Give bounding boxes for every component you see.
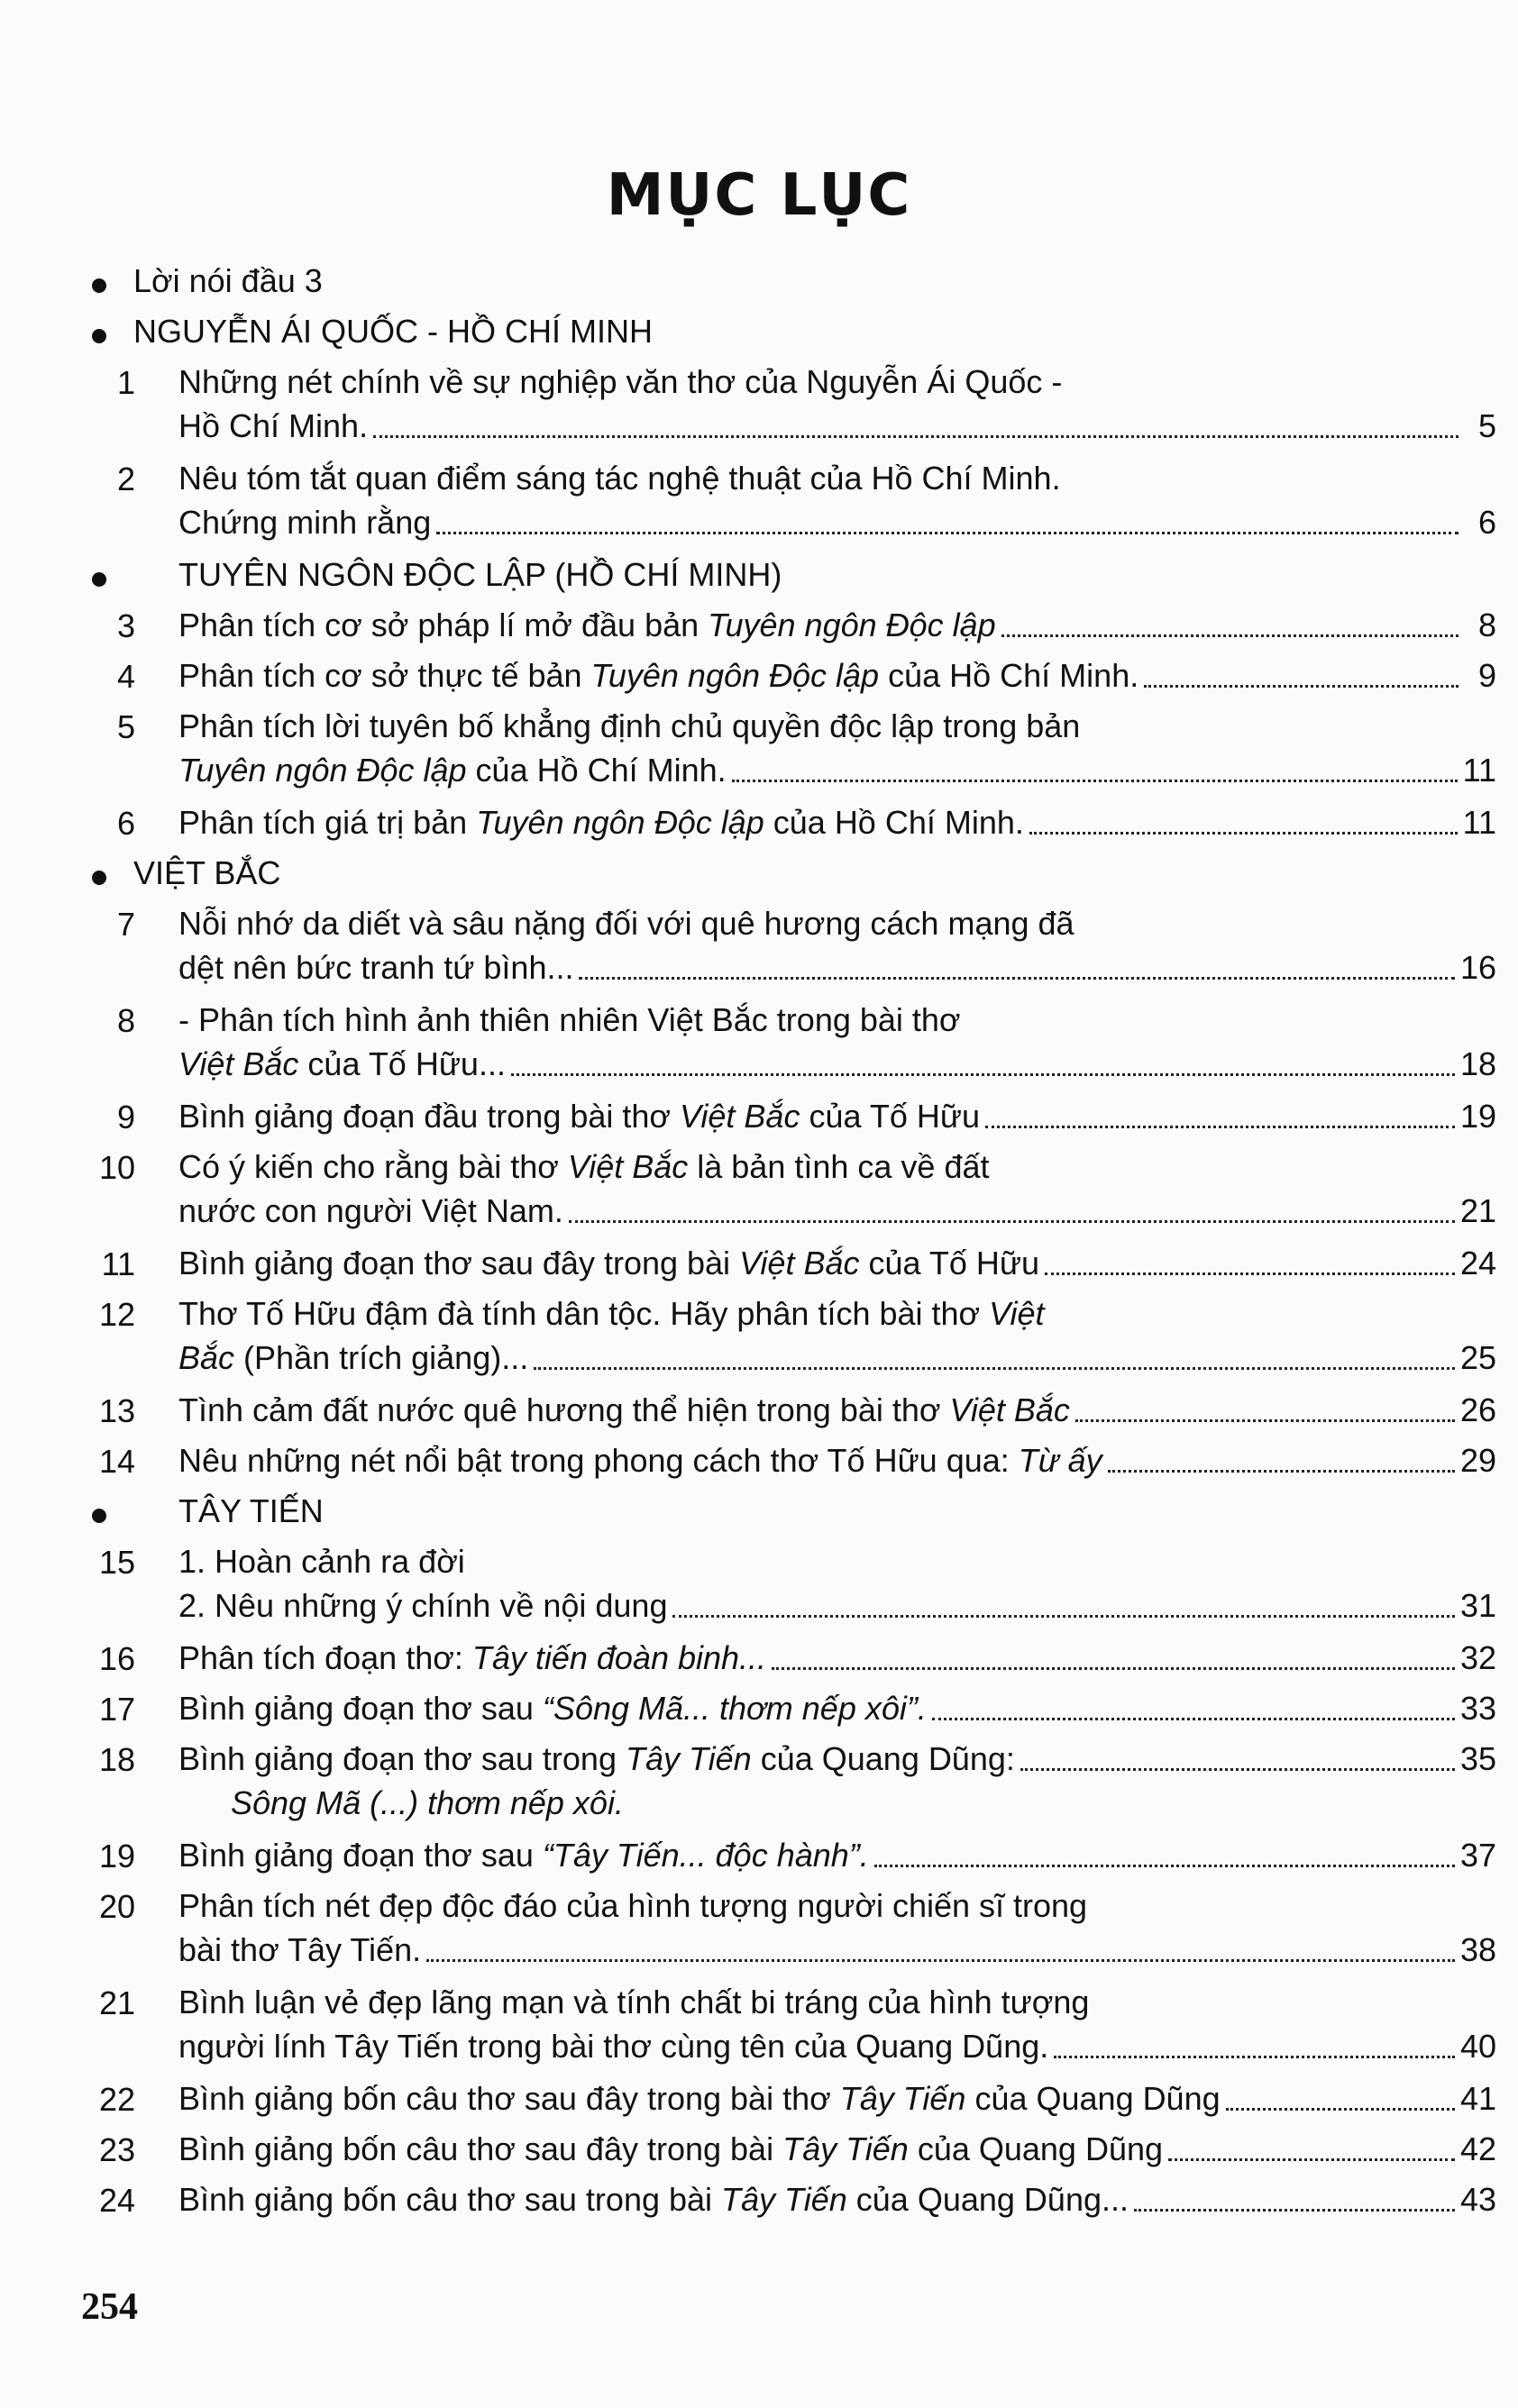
section-title: [133, 311, 1496, 352]
dot-leader: [672, 1615, 1454, 1618]
dot-leader: [373, 435, 1459, 438]
entry-text: Nỗi nhớ da diết và sâu nặng đối với quê hương cách mạng đã: [178, 905, 1074, 942]
dot-leader: [772, 1667, 1455, 1670]
page-ref: 9: [1477, 657, 1496, 694]
dot-leader: [1054, 2056, 1455, 2058]
page-ref: 41: [1459, 2080, 1496, 2117]
entry-text: Phân tích giá trị bản Tuyên ngôn Độc lập của Hồ Chí Minh.: [178, 804, 1024, 841]
page-ref: 42: [1459, 2130, 1496, 2167]
entry-line-1: [178, 605, 1496, 646]
section-title: [178, 554, 1496, 596]
entry-text: NGUYỄN ÁI QUỐC - HỒ CHÍ MINH: [133, 313, 654, 350]
entry-line-2: [178, 1929, 1496, 1971]
dot-leader: [1045, 1272, 1455, 1275]
entry-text: Chứng minh rằng: [178, 504, 432, 541]
entry-number: 4: [116, 658, 135, 695]
entry-text: Bình giảng đoạn thơ sau “Sông Mã... thơm nếp xôi”.: [178, 1690, 927, 1727]
page-ref: 11: [1462, 804, 1496, 841]
page-ref: 29: [1459, 1442, 1496, 1479]
toc-entry: [81, 1435, 1496, 1485]
dot-leader: [569, 1220, 1455, 1223]
entry-text: Bình giảng bốn câu thơ sau đây trong bài thơ Tây Tiến của Quang Dũng: [178, 2080, 1221, 2117]
page-ref: 18: [1459, 1045, 1496, 1082]
entry-line-1: [178, 1243, 1496, 1284]
entry-number: 6: [116, 805, 135, 842]
dot-leader: [426, 1959, 1455, 1962]
dot-leader: [1134, 2209, 1455, 2212]
page-ref: 37: [1459, 1837, 1496, 1874]
entry-line-2: [178, 2026, 1496, 2067]
entry-number: 8: [116, 1002, 135, 1039]
section-title: [133, 260, 1496, 302]
bullet-icon: [92, 1509, 106, 1523]
bullet-icon: [92, 329, 106, 343]
section-title: [178, 1491, 1496, 1532]
entry-number: 19: [98, 1838, 135, 1874]
entry-line-1: [178, 2129, 1496, 2170]
toc-entry: [81, 2174, 1496, 2224]
entry-line-1: [178, 802, 1496, 844]
dot-leader: [436, 532, 1459, 534]
entry-number: 23: [98, 2131, 135, 2168]
entry-text: 1. Hoàn cảnh ra đời: [178, 1543, 465, 1580]
entry-text: Phân tích nét đẹp độc đáo của hình tượng người chiến sĩ trong: [178, 1887, 1088, 1924]
entry-text: Nêu tóm tắt quan điểm sáng tác nghệ thuật của Hồ Chí Minh.: [178, 460, 1061, 497]
entry-number: 20: [98, 1888, 135, 1925]
entry-text: Phân tích cơ sở thực tế bản Tuyên ngôn Độc lập của Hồ Chí Minh.: [178, 657, 1139, 694]
entry-line-2: [231, 1783, 1496, 1824]
dot-leader: [1108, 1470, 1455, 1473]
entry-number: 12: [98, 1296, 135, 1333]
entry-text: Việt Bắc của Tố Hữu...: [178, 1045, 506, 1082]
page-ref: 33: [1459, 1690, 1496, 1727]
entry-line-1: [178, 706, 1496, 747]
page-ref: 16: [1459, 949, 1496, 986]
page-ref: 19: [1459, 1098, 1496, 1135]
entry-line-1: [178, 1293, 1496, 1335]
page-ref: 11: [1462, 752, 1496, 789]
entry-number: 10: [98, 1149, 135, 1186]
entry-number: 22: [98, 2081, 135, 2118]
page-ref: 43: [1459, 2181, 1496, 2218]
toc-entry: [81, 452, 1496, 549]
toc-entry: [81, 1090, 1496, 1141]
toc-entry: [81, 898, 1496, 994]
entry-number: 21: [98, 1984, 135, 2021]
toc-entry: [81, 1141, 1496, 1237]
entry-line-1: [178, 1541, 1496, 1583]
page-ref: 21: [1459, 1192, 1496, 1229]
page-ref: 25: [1459, 1339, 1496, 1376]
section-heading: [81, 1485, 1496, 1536]
entry-text: Phân tích đoạn thơ: Tây tiến đoàn binh...: [178, 1639, 767, 1676]
entry-text: nước con người Việt Nam.: [178, 1192, 563, 1229]
entry-line-2: [178, 750, 1496, 791]
entry-number: 17: [98, 1691, 135, 1728]
page-ref: 40: [1459, 2028, 1496, 2065]
entry-text: Tuyên ngôn Độc lập của Hồ Chí Minh.: [178, 752, 727, 789]
entry-line-2: [178, 502, 1496, 543]
entry-number: 13: [98, 1392, 135, 1429]
dot-leader: [985, 1126, 1455, 1128]
entry-line-2: [178, 1337, 1496, 1379]
entry-text: 2. Nêu những ý chính về nội dung: [178, 1587, 668, 1624]
toc-entry: [81, 650, 1496, 700]
toc-entry: [81, 994, 1496, 1090]
dot-leader: [1168, 2158, 1455, 2161]
entry-number: 5: [116, 708, 135, 745]
toc-entry: [81, 1536, 1496, 1632]
entry-line-2: [178, 406, 1496, 447]
dot-leader: [1144, 685, 1459, 688]
entry-text: Nêu những nét nổi bật trong phong cách thơ Tố Hữu qua: Từ ấy: [178, 1442, 1102, 1479]
entry-number: 18: [98, 1741, 135, 1778]
bullet-icon: [92, 572, 106, 587]
entry-text: dệt nên bức tranh tứ bình...: [178, 949, 574, 986]
dot-leader: [1075, 1419, 1455, 1422]
page-ref: 26: [1459, 1391, 1496, 1428]
entry-line-1: [178, 1146, 1496, 1188]
entry-line-2: [178, 1190, 1496, 1232]
entry-number: 2: [116, 461, 135, 497]
entry-line-2: [178, 1585, 1496, 1627]
toc-entry: [81, 599, 1496, 650]
entry-number: 15: [98, 1544, 135, 1581]
bullet-icon: [92, 871, 106, 885]
entry-text: - Phân tích hình ảnh thiên nhiên Việt Bắc trong bài thơ: [178, 1001, 961, 1038]
entry-line-1: [178, 655, 1496, 697]
section-heading: [81, 255, 1496, 306]
entry-line-1: [178, 1637, 1496, 1679]
toc-entry: [81, 1237, 1496, 1288]
toc-entry: [81, 356, 1496, 452]
entry-line-1: [178, 2179, 1496, 2221]
page-ref: 31: [1459, 1587, 1496, 1624]
dot-leader: [511, 1073, 1455, 1076]
toc-entry: [81, 1880, 1496, 1976]
entry-text: Hồ Chí Minh.: [178, 407, 369, 444]
dot-leader: [534, 1367, 1455, 1370]
entry-text: Có ý kiến cho rằng bài thơ Việt Bắc là bản tình ca về đất: [178, 1148, 990, 1185]
dot-leader: [732, 780, 1458, 782]
entry-number: 7: [116, 906, 135, 943]
toc-entry: [81, 700, 1496, 797]
dot-leader: [579, 977, 1454, 980]
entry-text: Phân tích cơ sở pháp lí mở đầu bản Tuyên ngôn Độc lập: [178, 607, 996, 643]
toc-entry: [81, 1829, 1496, 1880]
entry-number: 16: [98, 1640, 135, 1677]
entry-text: Bình luận vẻ đẹp lãng mạn và tính chất bi tráng của hình tượng: [178, 1984, 1090, 2020]
toc-entry: [81, 1733, 1496, 1829]
entry-line-1: [178, 1688, 1496, 1729]
entry-line-1: [178, 1096, 1496, 1137]
entry-text: Phân tích lời tuyên bố khẳng định chủ quyền độc lập trong bản: [178, 707, 1081, 744]
page-title: MỤC LỤC: [606, 162, 912, 229]
dot-leader: [1029, 832, 1458, 835]
entry-text: Bình giảng bốn câu thơ sau trong bài Tây Tiến của Quang Dũng...: [178, 2181, 1129, 2218]
entry-line-1: [178, 1440, 1496, 1482]
entry-line-1: [178, 1835, 1496, 1876]
toc-entry: [81, 2123, 1496, 2174]
section-title: [133, 853, 1496, 894]
entry-text: Bắc (Phần trích giảng)...: [178, 1339, 529, 1376]
entry-line-1: [178, 2078, 1496, 2120]
page-number: 254: [81, 2286, 138, 2328]
toc-entry: [81, 2073, 1496, 2123]
entry-text: TUYÊN NGÔN ĐỘC LẬP (HỒ CHÍ MINH): [178, 556, 782, 593]
toc-entry: [81, 1632, 1496, 1683]
dot-leader: [1001, 634, 1459, 637]
entry-number: 3: [116, 607, 135, 644]
page-ref: 24: [1459, 1245, 1496, 1282]
toc-entry: [81, 1384, 1496, 1435]
dot-leader: [1226, 2108, 1455, 2111]
bullet-icon: [92, 278, 106, 293]
entry-text: Tình cảm đất nước quê hương thể hiện trong bài thơ Việt Bắc: [178, 1391, 1070, 1428]
entry-line-1: [178, 361, 1496, 403]
entry-text: người lính Tây Tiến trong bài thơ cùng tên của Quang Dũng.: [178, 2028, 1049, 2065]
entry-text: Lời nói đầu 3: [133, 262, 323, 299]
table-of-contents: [81, 255, 1496, 2224]
entry-text: Bình giảng đoạn thơ sau trong Tây Tiến của Quang Dũng:: [178, 1740, 1015, 1777]
page-ref: 8: [1477, 607, 1496, 643]
entry-text: Bình giảng đoạn đầu trong bài thơ Việt Bắc của Tố Hữu: [178, 1098, 980, 1135]
entry-text: TÂY TIẾN: [178, 1492, 324, 1529]
entry-line-1: [178, 1982, 1496, 2023]
dot-leader: [874, 1865, 1455, 1867]
entry-line-2: [178, 1044, 1496, 1085]
entry-text: Sông Mã (...) thơm nếp xôi.: [231, 1784, 624, 1821]
entry-number: 14: [98, 1443, 135, 1480]
entry-text: Bình giảng đoạn thơ sau đây trong bài Việt Bắc của Tố Hữu: [178, 1245, 1040, 1282]
page-ref: 5: [1477, 407, 1496, 444]
entry-number: 24: [98, 2182, 135, 2219]
entry-text: bài thơ Tây Tiến.: [178, 1931, 422, 1968]
entry-line-1: [178, 1885, 1496, 1927]
toc-entry: [81, 1976, 1496, 2073]
page-ref: 32: [1459, 1639, 1496, 1676]
section-heading: [81, 847, 1496, 898]
section-heading: [81, 306, 1496, 356]
toc-entry: [81, 1683, 1496, 1733]
entry-line-1: [178, 903, 1496, 944]
entry-line-1: [178, 1738, 1496, 1780]
page-ref: 38: [1459, 1931, 1496, 1968]
entry-text: VIỆT BẮC: [133, 854, 281, 891]
dot-leader: [1020, 1768, 1455, 1771]
section-heading: [81, 549, 1496, 599]
entry-text: Thơ Tố Hữu đậm đà tính dân tộc. Hãy phân tích bài thơ Việt: [178, 1295, 1045, 1332]
entry-line-1: [178, 1390, 1496, 1431]
entry-text: Bình giảng đoạn thơ sau “Tây Tiến... độc hành”.: [178, 1837, 869, 1874]
entry-number: 9: [116, 1099, 135, 1136]
entry-text: Những nét chính về sự nghiệp văn thơ của Nguyễn Ái Quốc -: [178, 363, 1063, 400]
entry-line-1: [178, 458, 1496, 499]
toc-entry: [81, 797, 1496, 847]
toc-entry: [81, 1288, 1496, 1384]
entry-number: 1: [116, 364, 135, 401]
entry-number: 11: [101, 1245, 135, 1282]
page-ref: 6: [1477, 504, 1496, 541]
entry-line-1: [178, 999, 1496, 1041]
page-ref: 35: [1459, 1740, 1496, 1777]
dot-leader: [932, 1718, 1455, 1720]
entry-text: Bình giảng bốn câu thơ sau đây trong bài Tây Tiến của Quang Dũng: [178, 2130, 1164, 2167]
entry-line-2: [178, 947, 1496, 989]
